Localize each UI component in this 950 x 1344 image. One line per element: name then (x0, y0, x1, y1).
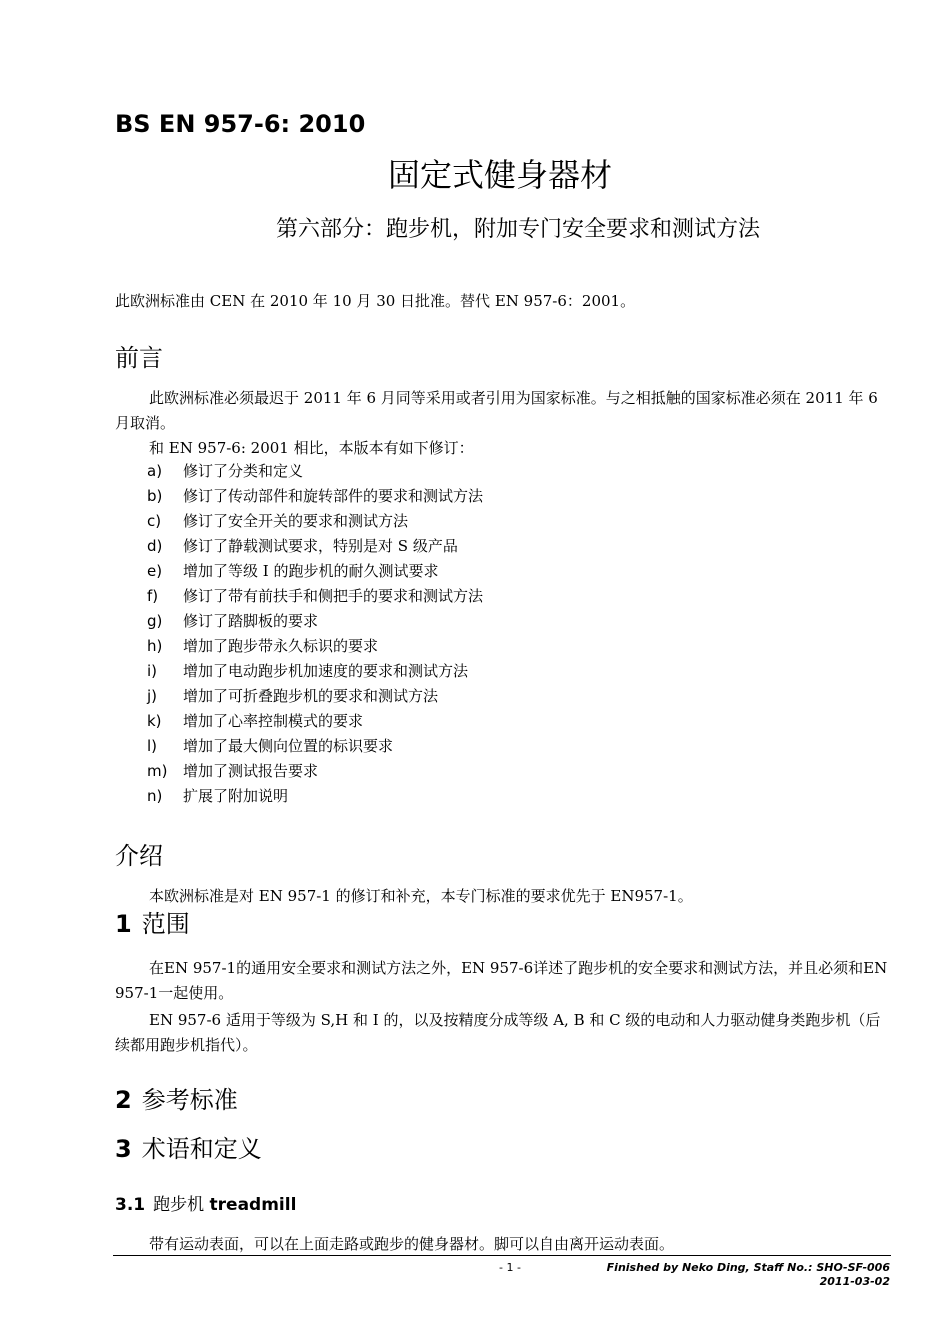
footer-date: 2011-03-02 (819, 1275, 890, 1288)
subsection-title-en: treadmill (209, 1195, 297, 1215)
revision-list (147, 459, 483, 809)
list-text: 增加了电动跑步机加速度的要求和测试方法 (183, 662, 469, 680)
list-text: 扩展了附加说明 (183, 787, 289, 805)
introduction-paragraph: 本欧洲标准是对 EN 957-1 的修订和补充，本专门标准的要求优先于 EN957-1。 (149, 887, 693, 905)
page-number: - 1 - (499, 1261, 521, 1274)
list-marker: n) (147, 787, 163, 805)
section-title: 术语和定义 (141, 1135, 262, 1163)
introduction-heading: 介绍 (115, 842, 163, 870)
list-marker: m) (147, 762, 168, 780)
list-item (147, 759, 483, 784)
list-text: 增加了心率控制模式的要求 (183, 712, 364, 730)
footer-credit (607, 1261, 890, 1289)
list-item (147, 734, 483, 759)
list-item (147, 659, 483, 684)
section-heading-terms (115, 1129, 262, 1164)
section-title: 范围 (141, 910, 190, 938)
list-marker: i) (147, 662, 158, 680)
subsection-title-cn: 跑步机 (153, 1195, 205, 1215)
document-title: 固定式健身器材 (387, 156, 612, 194)
list-text: 增加了测试报告要求 (183, 762, 319, 780)
list-marker: k) (147, 712, 162, 730)
approval-statement: 此欧洲标准由 CEN 在 2010 年 10 月 30 日批准。替代 EN 957-6：2001。 (115, 292, 636, 310)
section-number: 2 (115, 1086, 132, 1114)
list-text: 修订了静载测试要求，特别是对 S 级产品 (183, 537, 458, 555)
list-marker: l) (147, 737, 158, 755)
subsection-heading (115, 1190, 296, 1215)
list-marker: h) (147, 637, 163, 655)
list-marker: g) (147, 612, 163, 630)
definition-paragraph: 带有运动表面，可以在上面走路或跑步的健身器材。脚可以自由离开运动表面。 (149, 1235, 675, 1253)
list-text: 修订了分类和定义 (183, 462, 304, 480)
list-item (147, 534, 483, 559)
list-text: 修订了带有前扶手和侧把手的要求和测试方法 (183, 587, 484, 605)
list-text: 增加了最大侧向位置的标识要求 (183, 737, 394, 755)
section-number: 1 (115, 910, 132, 938)
foreword-heading: 前言 (115, 344, 163, 372)
document-subtitle: 第六部分：跑步机，附加专门安全要求和测试方法 (275, 217, 760, 242)
list-item (147, 509, 483, 534)
list-item (147, 584, 483, 609)
list-text: 增加了可折叠跑步机的要求和测试方法 (183, 687, 439, 705)
list-marker: c) (147, 512, 162, 530)
list-marker: a) (147, 462, 163, 480)
list-marker: b) (147, 487, 163, 505)
list-item (147, 609, 483, 634)
list-item (147, 684, 483, 709)
list-text: 修订了安全开关的要求和测试方法 (183, 512, 409, 530)
section-heading-scope (115, 904, 190, 939)
section-title: 参考标准 (141, 1086, 238, 1114)
list-item (147, 634, 483, 659)
list-marker: d) (147, 537, 163, 555)
list-text: 修订了踏脚板的要求 (183, 612, 319, 630)
subsection-number: 3.1 (115, 1195, 146, 1215)
list-marker: f) (147, 587, 159, 605)
footer-divider (113, 1255, 891, 1256)
list-item (147, 709, 483, 734)
scope-applicability-paragraph: EN 957-6 适用于等级为 S,H 和 I 的，以及按精度分成等级 A, B 和 C 级的电动和人力驱动健身类跑步机（后续都用跑步机指代）。 (115, 1011, 881, 1054)
list-marker: e) (147, 562, 163, 580)
foreword-paragraph: 此欧洲标准必须最迟于 2011 年 6 月同等采用或者引用为国家标准。与之相抵触的国家标准必须在 2011 年 6 月取消。 (115, 389, 878, 432)
footer-author: Finished by Neko Ding, Staff No.: SHO-SF-006 (606, 1261, 890, 1274)
list-item (147, 784, 483, 809)
standard-code: BS EN 957-6: 2010 (115, 110, 366, 138)
list-item (147, 459, 483, 484)
list-marker: j) (147, 687, 158, 705)
list-item (147, 559, 483, 584)
section-heading-references (115, 1080, 238, 1115)
scope-paragraph: 在EN 957-1的通用安全要求和测试方法之外，EN 957-6详述了跑步机的安全要求和测试方法，并且必须和EN 957-1一起使用。 (115, 959, 888, 1002)
revision-intro: 和 EN 957-6: 2001 相比，本版本有如下修订： (149, 439, 474, 457)
list-text: 增加了等级 I 的跑步机的耐久测试要求 (183, 562, 439, 580)
list-text: 增加了跑步带永久标识的要求 (183, 637, 379, 655)
section-number: 3 (115, 1135, 132, 1163)
list-text: 修订了传动部件和旋转部件的要求和测试方法 (183, 487, 484, 505)
list-item (147, 484, 483, 509)
